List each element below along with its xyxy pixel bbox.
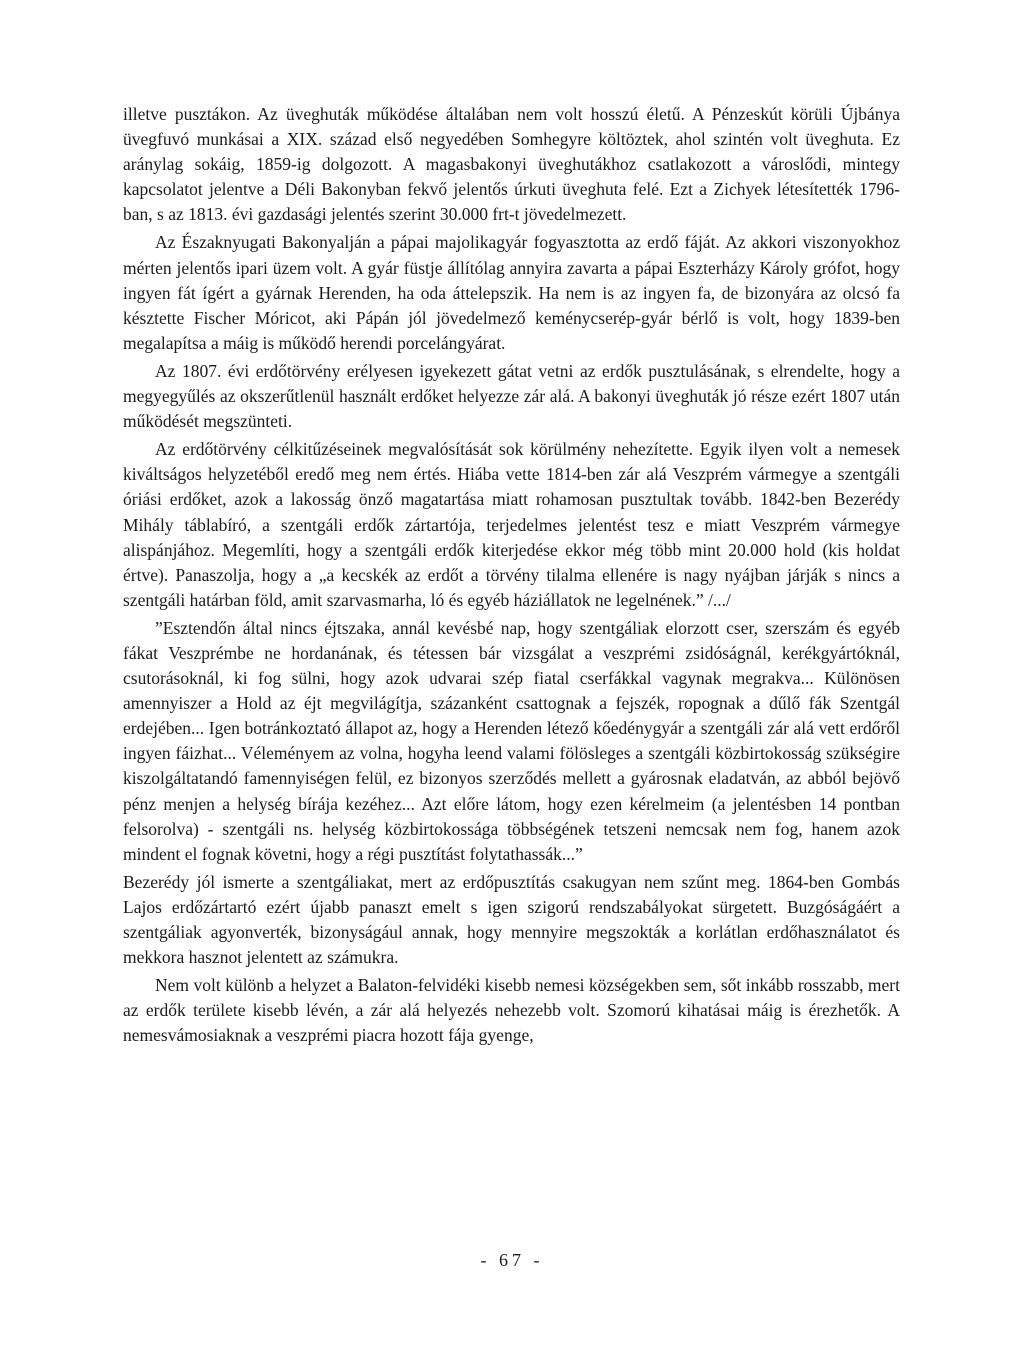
paragraph-4: Az erdőtörvény célkitűzéseinek megvalósítását sok körülmény nehezítette. Egyik ilyen volt a nemesek kiváltságos helyzetéből eredő meg nem értés. Hiába vette 1814-ben zár alá Veszprém vármegye a szentgáli óriási erdőket, azok a lakosság önző magatartása miatt rohamosan pusztultak tovább. 1842-ben Bezerédy Mihály táblabíró, a szentgáli erdők zártartója, terjedelmes jelentést tesz e miatt Veszprém vármegye alispánjához. Megemlíti, hogy a szentgáli erdők kiterjedése ekkor még több mint 20.000 hold (kis holdat értve). Panaszolja, hogy a „a kecskék az erdőt a törvény tilalma ellenére is nagy nyájban járják s nincs a szentgáli határban föld, amit szarvasmarha, ló és egyéb háziállatok ne legelnének.” /.../ [123,439,900,610]
page-body [123,102,900,1051]
paragraph-1: illetve pusztákon. Az üveghuták működése általában nem volt hosszú életű. A Pénzeskút körüli Újbánya üvegfuvó munkásai a XIX. század első negyedében Somhegyre költöztek, ahol szintén volt üveghuta. Ez aránylag sokáig, 1859-ig dolgozott. A magasbakonyi üveghutákhoz csatlakozott a városlődi, mintegy kapcsolatot jelentve a Déli Bakonyban fekvő jelentős úrkuti üveghuta felé. Ezt a Zichyek létesítették 1796-ban, s az 1813. évi gazdasági jelentés szerint 30.000 frt-t jövedelmezett. [123,104,900,225]
paragraph-7: Nem volt különb a helyzet a Balaton-felvidéki kisebb nemesi községekben sem, sőt inkább rosszabb, mert az erdők területe kisebb lévén, a zár alá helyezés nehezebb volt. Szomorú kihatásai máig is érezhetők. A nemesvámosiaknak a veszprémi piacra hozott fája gyenge, [123,975,900,1046]
page-number: - 67 - [480,1250,544,1270]
paragraph-quote: ”Esztendőn által nincs éjtszaka, annál kevésbé nap, hogy szentgáliak elorzott cser, szerszám és egyéb fákat Veszprémbe ne hordanának, és tétessen bár vizsgálat a veszprémi zsidóságnál, kerékgyártóknál, csutorásoknál, ki fog sülni, hogy azok udvarai szép fiatal cserfákkal vagynak megrakva... Különösen amennyiszer a Hold az éjt megvilágítja, százanként csattognak a fejszék, ropognak a dűlő fák Szentgál erdejében... Igen botránkoztató állapot az, hogy a Herenden létező kőedénygyár a szentgáli zár alá vett erdőről ingyen fáizhat... Véleményem az volna, hogyha leend valami fölösleges a szentgáli közbirtokosság szükségire kiszolgáltatandó famennyiségen felül, ez bizonyos szerződés mellett a gyárosnak eladatván, az abból bejövő pénz menjen a helység bírája kezéhez... Azt előre látom, hogy ezen kérelmeim (a jelentésben 14 pontban felsorolva) - szentgáli ns. helység közbirtokossága többségének tetszeni nemcsak nem fog, hanem azok mindent el fognak követni, hogy a régi pusztítást folytathassák...” [123,617,900,864]
paragraph-2: Az Északnyugati Bakonyalján a pápai majolikagyár fogyasztotta az erdő fáját. Az akkori viszonyokhoz mérten jelentős ipari üzem volt. A gyár füstje állítólag annyira zavarta a pápai Eszterházy Károly grófot, hogy ingyen fát ígért a gyárnak Herenden, ha oda áttelepszik. Ha nem is az ingyen fa, de bizonyára az olcsó fa késztette Fischer Móricot, aki Pápán jól jövedelmező keménycserép-gyár bérlő is volt, hogy 1839-ben megalapítsa a máig is működő herendi porcelángyárat. [123,232,900,353]
paragraph-3: Az 1807. évi erdőtörvény erélyesen igyekezett gátat vetni az erdők pusztulásának, s elrendelte, hogy a megyegyűlés az okszerűtlenül használt erdőket helyezze zár alá. A bakonyi üveghuták jó része ezért 1807 után működését megszünteti. [123,360,900,432]
paragraph-6: Bezerédy jól ismerte a szentgáliakat, mert az erdőpusztítás csakugyan nem szűnt meg. 1864-ben Gombás Lajos erdőzártartó ezért újabb panaszt emelt s igen szigorú rendszabályokat sürgetett. Buzgóságáért a szentgáliak agyonverték, bizonyságául annak, hogy mennyire megszokták a korlátlan erdőhasználatot és mekkora hasznot jelentett az számukra. [123,871,900,968]
